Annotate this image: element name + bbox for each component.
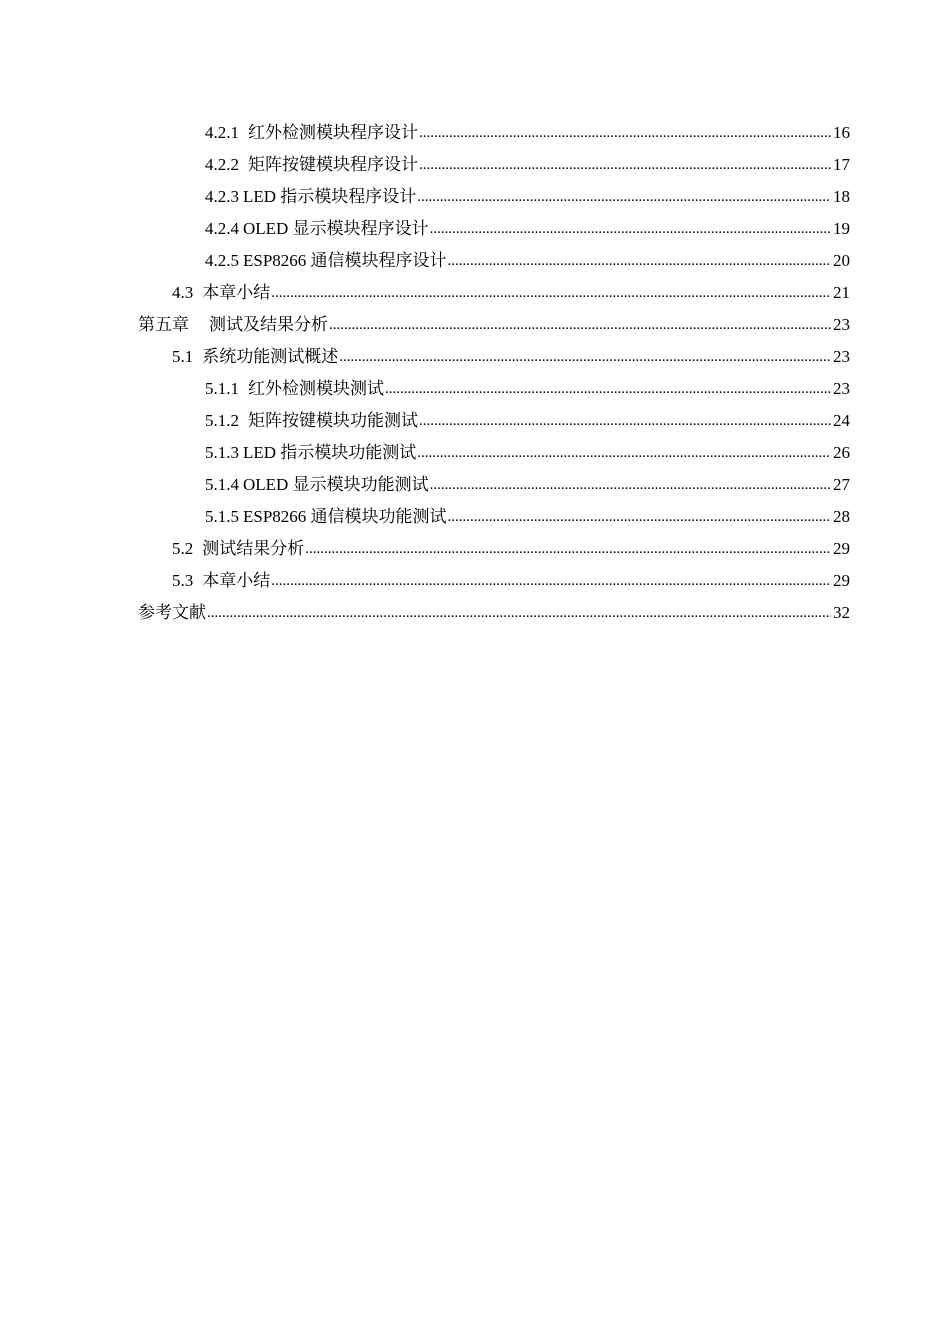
dot-leader <box>430 213 831 245</box>
toc-entry-number: 4.2.4 <box>205 219 239 238</box>
toc-entry-page-number: 18 <box>833 187 850 206</box>
toc-entry[interactable] <box>0 309 850 341</box>
toc-entry-title: OLED 显示模块程序设计 <box>243 219 429 238</box>
toc-entry-page-number: 26 <box>833 443 850 462</box>
toc-entry-number: 5.1.5 <box>205 507 239 526</box>
toc-entry-page-number: 21 <box>833 283 850 302</box>
toc-entry[interactable] <box>0 277 850 309</box>
dot-leader <box>419 117 831 149</box>
dot-leader <box>271 565 831 597</box>
toc-entry-page-number: 32 <box>833 603 850 622</box>
dot-leader <box>339 341 831 373</box>
toc-entry-number: 4.3 <box>172 283 194 302</box>
toc-entry-page-number: 19 <box>833 219 850 238</box>
toc-entry-number: 5.2 <box>172 539 194 558</box>
toc-entry[interactable] <box>0 533 850 565</box>
toc-entry-title: 参考文献 <box>138 603 206 622</box>
toc-entry-number: 4.2.1 <box>205 123 239 142</box>
dot-leader <box>329 309 831 341</box>
toc-entry-number: 5.1.1 <box>205 379 239 398</box>
toc-entry[interactable] <box>0 245 850 277</box>
toc-entry[interactable] <box>0 501 850 533</box>
toc-entry-number: 4.2.2 <box>205 155 239 174</box>
toc-entry-title: ESP8266 通信模块程序设计 <box>243 251 447 270</box>
toc-entry-page-number: 17 <box>833 155 850 174</box>
toc-entry-page-number: 23 <box>833 347 850 366</box>
toc-entry[interactable] <box>0 469 850 501</box>
dot-leader <box>207 597 831 629</box>
toc-entry-page-number: 23 <box>833 379 850 398</box>
toc-entry[interactable] <box>0 341 850 373</box>
toc-entry-number: 5.1.2 <box>205 411 239 430</box>
dot-leader <box>305 533 831 565</box>
toc-entry[interactable] <box>0 181 850 213</box>
toc-entry-number: 5.3 <box>172 571 194 590</box>
toc-entry-page-number: 27 <box>833 475 850 494</box>
toc-entry-number: 5.1 <box>172 347 194 366</box>
dot-leader <box>271 277 831 309</box>
toc-entry[interactable] <box>0 373 850 405</box>
toc-entry[interactable] <box>0 213 850 245</box>
toc-entry-title: 红外检测模块测试 <box>248 379 384 398</box>
dot-leader <box>419 405 831 437</box>
table-of-contents <box>0 117 950 629</box>
toc-entry[interactable] <box>0 405 850 437</box>
toc-entry-title: 矩阵按键模块程序设计 <box>248 155 418 174</box>
toc-entry-title: LED 指示模块功能测试 <box>243 443 417 462</box>
dot-leader <box>448 245 831 277</box>
toc-entry-title: ESP8266 通信模块功能测试 <box>243 507 447 526</box>
toc-entry-page-number: 23 <box>833 315 850 334</box>
dot-leader <box>417 181 831 213</box>
dot-leader <box>385 373 831 405</box>
toc-entry-page-number: 28 <box>833 507 850 526</box>
toc-entry[interactable] <box>0 565 850 597</box>
toc-entry-number: 第五章 <box>138 315 189 334</box>
toc-entry-title: 系统功能测试概述 <box>202 347 339 366</box>
toc-entry-title: OLED 显示模块功能测试 <box>243 475 429 494</box>
toc-entry-number: 5.1.4 <box>205 475 239 494</box>
toc-entry[interactable] <box>0 117 850 149</box>
toc-entry-page-number: 29 <box>833 571 850 590</box>
toc-entry-page-number: 20 <box>833 251 850 270</box>
toc-entry-number: 4.2.3 <box>205 187 239 206</box>
toc-entry-page-number: 29 <box>833 539 850 558</box>
toc-entry-number: 5.1.3 <box>205 443 239 462</box>
dot-leader <box>417 437 831 469</box>
toc-entry-title: LED 指示模块程序设计 <box>243 187 417 206</box>
toc-entry-title: 红外检测模块程序设计 <box>248 123 418 142</box>
toc-entry[interactable] <box>0 149 850 181</box>
toc-entry-title: 本章小结 <box>202 571 271 590</box>
dot-leader <box>448 501 831 533</box>
dot-leader <box>430 469 831 501</box>
toc-entry-page-number: 16 <box>833 123 850 142</box>
toc-entry-title: 测试及结果分析 <box>209 315 328 334</box>
toc-entry[interactable] <box>0 597 850 629</box>
toc-entry-title: 测试结果分析 <box>202 539 305 558</box>
toc-entry-title: 矩阵按键模块功能测试 <box>248 411 418 430</box>
toc-entry-title: 本章小结 <box>202 283 271 302</box>
toc-entry-page-number: 24 <box>833 411 850 430</box>
toc-entry-number: 4.2.5 <box>205 251 239 270</box>
toc-entry[interactable] <box>0 437 850 469</box>
dot-leader <box>419 149 831 181</box>
